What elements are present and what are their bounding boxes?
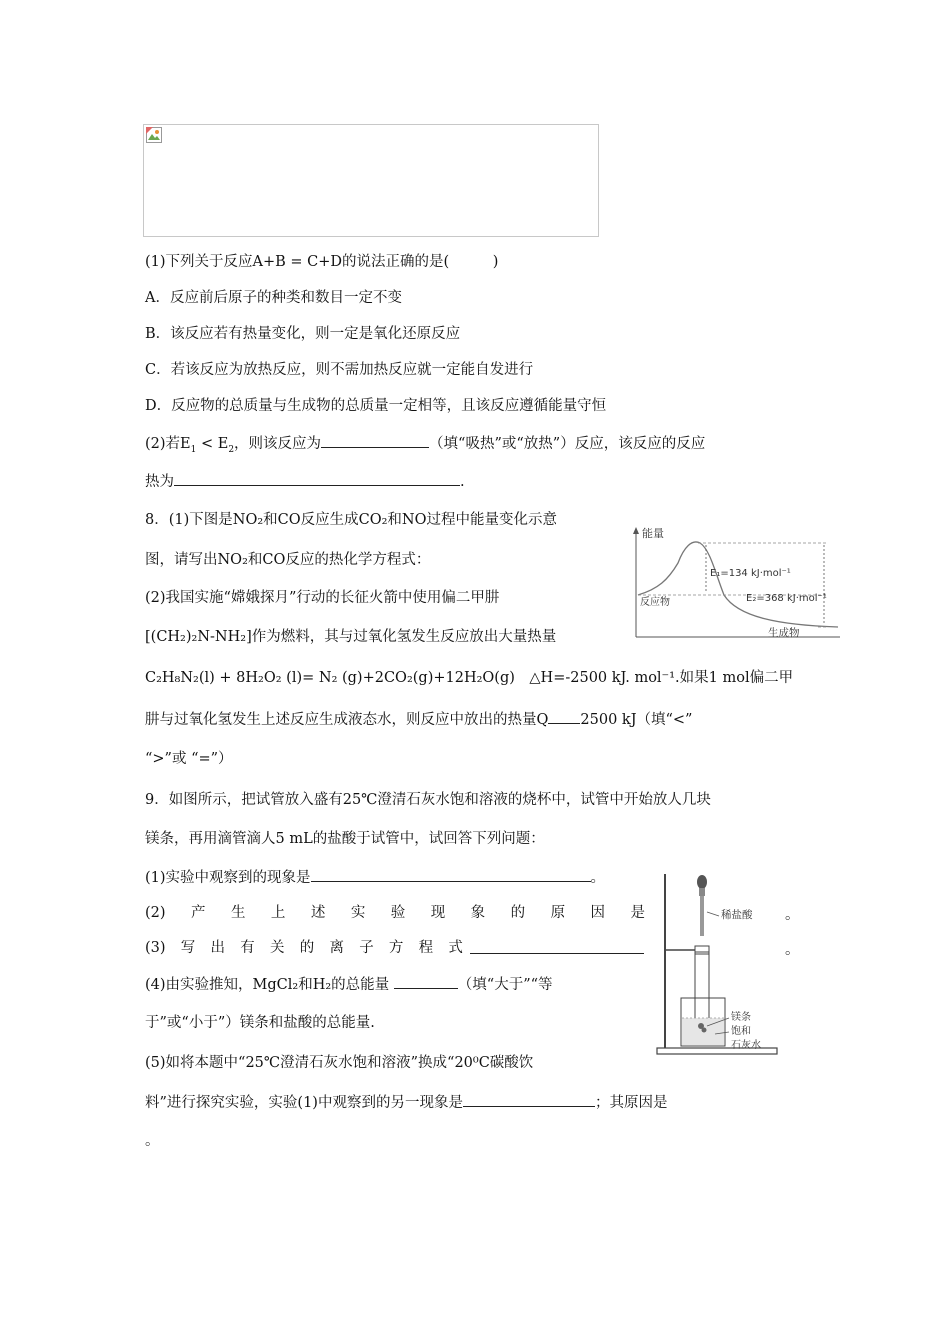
option-a: A．反应前后原子的种类和数目一定不变	[145, 290, 402, 306]
product-label: 生成物	[768, 627, 800, 639]
q9-sub-3-end: 。	[785, 942, 800, 958]
answer-blank[interactable]	[394, 973, 458, 989]
q8-line-7: “>”或 “=”）	[145, 751, 233, 767]
option-b: B．该反应若有热量变化，则一定是氧化还原反应	[145, 326, 461, 342]
answer-blank[interactable]	[470, 938, 644, 954]
limewater-label: 石灰水	[731, 1040, 761, 1051]
option-d: D．反应物的总质量与生成物的总质量一定相等，且该反应遵循能量守恒	[145, 398, 607, 414]
q9-line-1: 9．如图所示，把试管放入盛有25℃澄清石灰水饱和溶液的烧杯中，试管中开始放人几块	[145, 792, 711, 808]
q8-line-5: C₂H₈N₂(l) + 8H₂O₂ (l)= N₂ (g)+2CO₂(g)+12H₂O(g) △H=-2500 kJ. mol⁻¹.如果1 mol偏二甲	[145, 670, 794, 686]
broken-image-icon	[146, 127, 162, 143]
q9-sub-5-end: 。	[145, 1133, 160, 1149]
answer-blank[interactable]	[548, 708, 580, 724]
q9-sub-4: (4)由实验推知，MgCl₂和H₂的总能量 （填“大于”“等	[145, 973, 553, 995]
q8-line-2: 图，请写出NO₂和CO反应的热化学方程式：	[145, 552, 431, 568]
question-part-1: (1)下列关于反应A+B = C+D的说法正确的是( )	[145, 254, 499, 270]
q8-line-1: 8．(1)下图是NO₂和CO反应生成CO₂和NO过程中能量变化示意	[145, 512, 558, 528]
q9-sub-1: (1)实验中观察到的现象是 。	[145, 866, 605, 888]
answer-blank[interactable]	[321, 432, 429, 448]
answer-blank[interactable]	[174, 470, 460, 486]
energy-diagram	[628, 525, 843, 643]
reactant-label: 反应物	[640, 597, 670, 608]
q9-line-2: 镁条，再用滴管滴人5 mL的盐酸于试管中，试回答下列问题：	[145, 831, 545, 847]
energy-axis-label: 能量	[642, 527, 664, 540]
q8-line-3: (2)我国实施“嫦娥探月”行动的长征火箭中使用偏二甲肼	[145, 590, 500, 606]
q9-sub-3: (3) 写 出 有 关 的 离 子 方 程 式	[145, 940, 463, 956]
e2-label: E₂=368 kJ·mol⁻¹	[746, 593, 827, 604]
q9-sub-2-end: 。	[785, 907, 800, 923]
broken-image-placeholder	[143, 124, 599, 237]
question-part-2: (2)若$E_1 < E_2$，则该反应为 （填“吸热”或“放热”）反应，该反应的反应	[145, 432, 705, 454]
q9-sub-4-cont: 于”或“小于”）镁条和盐酸的总能量.	[145, 1015, 375, 1031]
question-part-2-cont: 热为 .	[145, 470, 465, 492]
q9-sub-5: (5)如将本题中“25℃澄清石灰水饱和溶液”换成“20⁰C碳酸饮	[145, 1055, 534, 1071]
saturated-label: 饱和	[731, 1026, 751, 1037]
q9-sub-5-cont: 料”进行探究实验，实验(1)中观察到的另一现象是 ；其原因是	[145, 1091, 667, 1113]
option-c: C．若该反应为放热反应，则不需加热反应就一定能自发进行	[145, 362, 534, 378]
q8-line-4: [(CH₂)₂N-NH₂]作为燃料，其与过氧化氢发生反应放出大量热量	[145, 629, 557, 645]
acid-label: 稀盐酸	[721, 909, 753, 921]
answer-blank[interactable]	[463, 1091, 595, 1107]
q8-line-6: 肼与过氧化氢发生上述反应生成液态水，则反应中放出的热量Q 2500 kJ（填“<”	[145, 708, 692, 730]
answer-blank[interactable]	[311, 866, 591, 882]
e1-label: E₁=134 kJ·mol⁻¹	[710, 568, 791, 579]
magnesium-label: 镁条	[731, 1012, 751, 1023]
q9-sub-2: (2) 产 生 上 述 实 验 现 象 的 原 因 是	[145, 905, 645, 921]
apparatus-figure	[655, 868, 785, 1068]
